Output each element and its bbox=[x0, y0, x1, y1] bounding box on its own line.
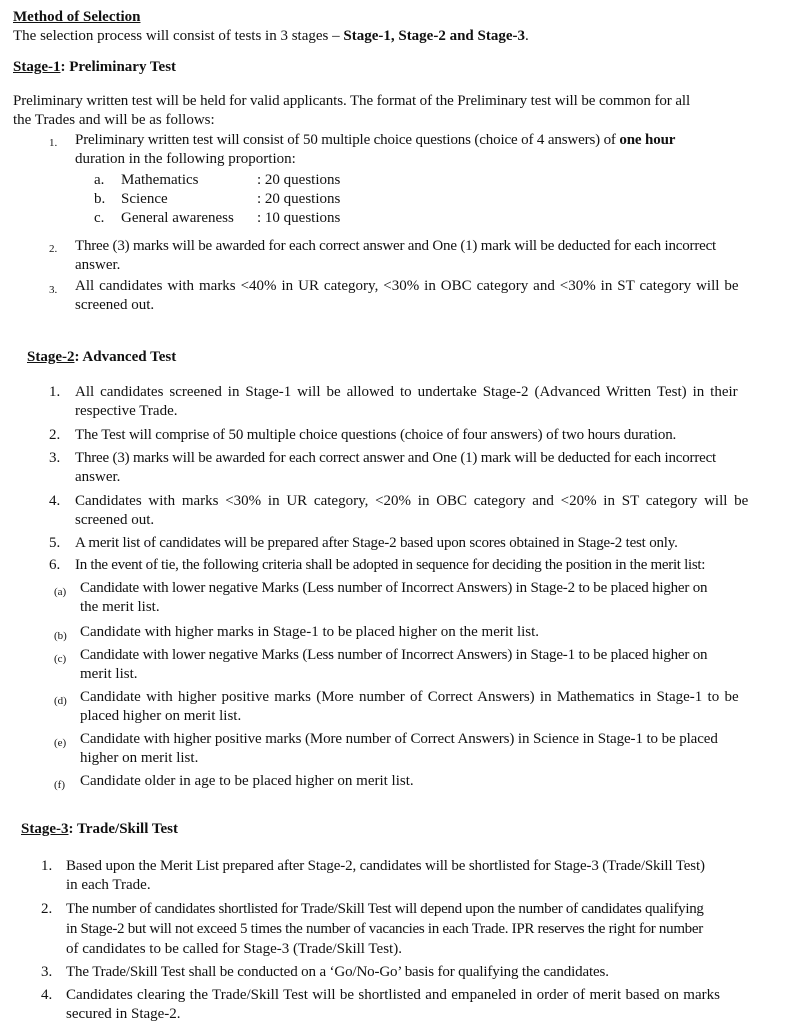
criterion-letter: (a) bbox=[54, 586, 67, 598]
item-text: A merit list of candidates will be prepared after Stage-2 based upon scores obtained in Stage-2 test only. bbox=[75, 535, 678, 551]
item-number: 3. bbox=[49, 450, 61, 466]
stage2-label: Stage-2 bbox=[27, 349, 75, 365]
criterion-text-line2: placed higher on merit list. bbox=[80, 708, 242, 724]
item-text: In the event of tie, the following criteria shall be adopted in sequence for deciding the position in the merit list: bbox=[75, 557, 706, 573]
item-number: 4. bbox=[49, 493, 61, 509]
subject-name: Science bbox=[121, 191, 168, 207]
item-text-line2: secured in Stage-2. bbox=[66, 1006, 181, 1022]
item-text-line2: screened out. bbox=[75, 512, 155, 528]
item-bold-text: one hour bbox=[619, 132, 676, 148]
item-text-line2: answer. bbox=[75, 257, 121, 273]
item-number: 2. bbox=[49, 243, 58, 255]
subject-letter: c. bbox=[94, 210, 105, 226]
criterion-text: Candidate with higher positive marks (More number of Correct Answers) in Mathematics in Stage-1 to be bbox=[80, 689, 739, 705]
item-text: The Trade/Skill Test shall be conducted on a ‘Go/No-Go’ basis for qualifying the candidates. bbox=[66, 964, 609, 980]
item-text: Preliminary written test will consist of 50 multiple choice questions (choice of 4 answers) of bbox=[75, 132, 620, 148]
intro-suffix: . bbox=[525, 28, 529, 44]
item-number: 1. bbox=[49, 137, 58, 149]
criterion-text-line2: merit list. bbox=[80, 666, 138, 682]
subject-count: : 20 questions bbox=[257, 172, 341, 188]
item-text-line2: duration in the following proportion: bbox=[75, 151, 296, 167]
item-text-line2: answer. bbox=[75, 469, 121, 485]
stage2-heading bbox=[27, 348, 176, 368]
item-number: 2. bbox=[49, 427, 61, 443]
subject-count: : 20 questions bbox=[257, 191, 341, 207]
item-text: Candidates clearing the Trade/Skill Test will be shortlisted and empaneled in order of merit based on marks bbox=[66, 987, 720, 1003]
subject-name: General awareness bbox=[121, 210, 234, 226]
item-number: 5. bbox=[49, 535, 61, 551]
item-text-line2: respective Trade. bbox=[75, 403, 178, 419]
subject-count: : 10 questions bbox=[257, 210, 341, 226]
item-text: Based upon the Merit List prepared after Stage-2, candidates will be shortlisted for Stage-3 (Trade/Skill Test) bbox=[66, 858, 705, 874]
item-text-line2: in Stage-2 but will not exceed 5 times the number of vacancies in each Trade. IPR reserves the right for number bbox=[66, 921, 703, 937]
subject-name: Mathematics bbox=[121, 172, 199, 188]
stage3-heading bbox=[21, 820, 178, 840]
stage3-title: : Trade/Skill Test bbox=[68, 821, 178, 837]
item-number: 2. bbox=[41, 901, 53, 917]
item-number: 4. bbox=[41, 987, 53, 1003]
criterion-text-line2: the merit list. bbox=[80, 599, 160, 615]
stage1-label: Stage-1 bbox=[13, 59, 61, 75]
criterion-letter: (f) bbox=[54, 779, 65, 791]
item-text-line2: screened out. bbox=[75, 297, 155, 313]
item-text: The Test will comprise of 50 multiple choice questions (choice of four answers) of two hours duration. bbox=[75, 427, 677, 443]
item-text: All candidates with marks <40% in UR category, <30% in OBC category and <30% in ST category will be bbox=[75, 278, 739, 294]
item-number: 1. bbox=[41, 858, 53, 874]
item-number: 3. bbox=[41, 964, 53, 980]
stage3-label: Stage-3 bbox=[21, 821, 69, 837]
criterion-text: Candidate older in age to be placed higher on merit list. bbox=[80, 773, 414, 789]
criterion-text: Candidate with higher marks in Stage-1 to be placed higher on the merit list. bbox=[80, 624, 540, 640]
subject-letter: b. bbox=[94, 191, 106, 207]
stage1-intro-line2: the Trades and will be as follows: bbox=[13, 112, 215, 128]
item-text: All candidates screened in Stage-1 will be allowed to undertake Stage-2 (Advanced Written Test) in their bbox=[75, 384, 738, 400]
item-text: Three (3) marks will be awarded for each correct answer and One (1) mark will be deducted for each incorrect bbox=[75, 450, 716, 466]
item-number: 6. bbox=[49, 557, 61, 573]
criterion-text: Candidate with higher positive marks (More number of Correct Answers) in Science in Stage-1 to be placed bbox=[80, 731, 718, 747]
stage1-title: : Preliminary Test bbox=[60, 59, 177, 75]
section-title-method bbox=[13, 8, 140, 28]
criterion-text: Candidate with lower negative Marks (Less number of Incorrect Answers) in Stage-2 to be placed higher on bbox=[80, 580, 708, 596]
intro-prefix: The selection process will consist of tests in 3 stages – bbox=[13, 28, 344, 44]
item-number: 3. bbox=[49, 284, 58, 296]
item-number: 1. bbox=[49, 384, 61, 400]
criterion-letter: (c) bbox=[54, 653, 67, 665]
item-text-line3: of candidates to be called for Stage-3 (Trade/Skill Test). bbox=[66, 941, 402, 957]
intro-bold: Stage-1, Stage-2 and Stage-3 bbox=[343, 28, 526, 44]
subject-letter: a. bbox=[94, 172, 105, 188]
criterion-letter: (b) bbox=[54, 630, 67, 642]
item-text: Three (3) marks will be awarded for each correct answer and One (1) mark will be deducted for each incorrect bbox=[75, 238, 716, 254]
method-title-text: Method of Selection bbox=[13, 9, 141, 25]
criterion-text-line2: higher on merit list. bbox=[80, 750, 199, 766]
item-text-line2: in each Trade. bbox=[66, 877, 151, 893]
item-text: Candidates with marks <30% in UR category, <20% in OBC category and <20% in ST category will be bbox=[75, 493, 749, 509]
criterion-letter: (d) bbox=[54, 695, 67, 707]
method-intro bbox=[13, 27, 529, 47]
item-text: The number of candidates shortlisted for Trade/Skill Test will depend upon the number of candidates qualifying bbox=[66, 901, 704, 917]
criterion-letter: (e) bbox=[54, 737, 67, 749]
criterion-text: Candidate with lower negative Marks (Less number of Incorrect Answers) in Stage-1 to be placed higher on bbox=[80, 647, 708, 663]
stage1-intro-line1: Preliminary written test will be held for valid applicants. The format of the Preliminary test will be common for all bbox=[13, 93, 691, 109]
stage2-title: : Advanced Test bbox=[74, 349, 177, 365]
stage1-heading bbox=[13, 58, 176, 78]
